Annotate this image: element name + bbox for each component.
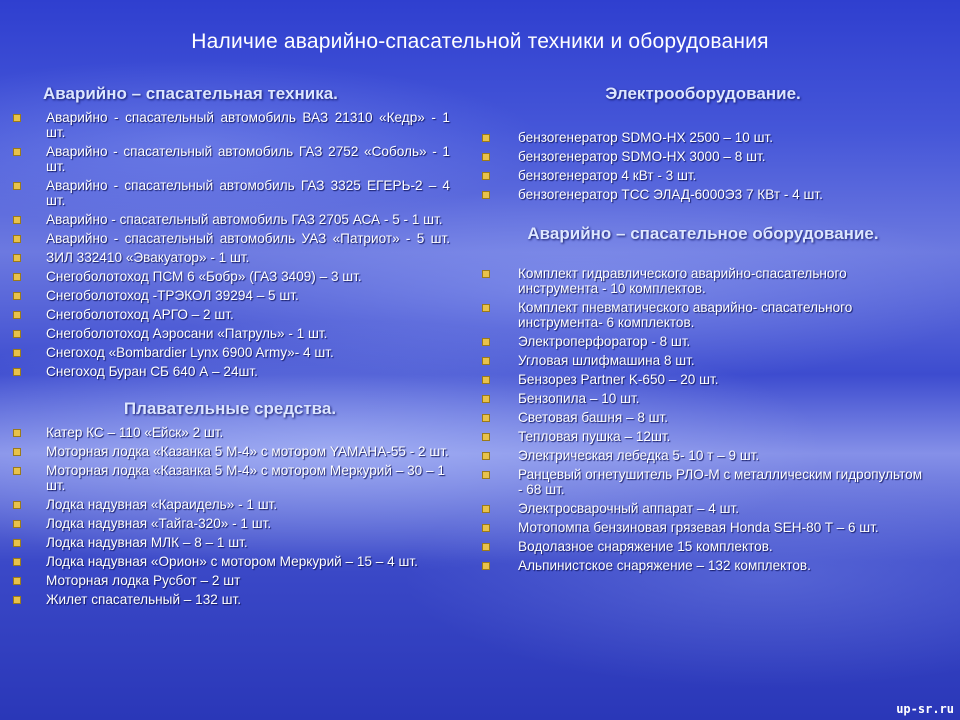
bullet-icon bbox=[482, 452, 490, 460]
list-item: Аварийно - спасательный автомобиль ГАЗ 2752 «Соболь» - 1 шт. bbox=[10, 144, 450, 174]
equipment-heading: Аварийно – спасательное оборудование. bbox=[527, 224, 879, 243]
bullet-icon bbox=[13, 539, 21, 547]
bullet-icon bbox=[13, 114, 21, 122]
list-item: Бензопила – 10 шт. bbox=[478, 391, 928, 406]
bullet-icon bbox=[482, 270, 490, 278]
list-item: Снегоболотоход Аэросани «Патруль» - 1 шт. bbox=[10, 326, 450, 341]
list-item: Лодка надувная «Караидель» - 1 шт. bbox=[10, 497, 450, 512]
list-item: Ранцевый огнетушитель РЛО-М с металлическим гидропультом - 68 шт. bbox=[478, 467, 928, 497]
list-item: Снегоход «Bombardier Lynx 6900 Army»- 4 шт. bbox=[10, 345, 450, 360]
bullet-icon bbox=[13, 235, 21, 243]
list-item: Тепловая пушка – 12шт. bbox=[478, 429, 928, 444]
bullet-icon bbox=[13, 330, 21, 338]
list-item: Электрическая лебедка 5- 10 т – 9 шт. bbox=[478, 448, 928, 463]
electrical-list bbox=[478, 130, 928, 202]
list-item: бензогенератор 4 кВт - 3 шт. bbox=[478, 168, 928, 183]
list-item: Электроперфоратор - 8 шт. bbox=[478, 334, 928, 349]
list-item: Альпинистское снаряжение – 132 комплектов. bbox=[478, 558, 928, 573]
list-item: Угловая шлифмашина 8 шт. bbox=[478, 353, 928, 368]
bullet-icon bbox=[13, 467, 21, 475]
bullet-icon bbox=[13, 254, 21, 262]
bullet-icon bbox=[13, 448, 21, 456]
list-item: бензогенератор SDMO-HX 2500 – 10 шт. bbox=[478, 130, 928, 145]
bullet-icon bbox=[482, 191, 490, 199]
boats-heading: Плавательные средства. bbox=[123, 399, 337, 418]
bullet-icon bbox=[482, 357, 490, 365]
bullet-icon bbox=[482, 395, 490, 403]
list-item: Комплект пневматического аварийно- спасательного инструмента- 6 комплектов. bbox=[478, 300, 928, 330]
bullet-icon bbox=[482, 471, 490, 479]
list-item: Комплект гидравлического аварийно-спасательного инструмента - 10 комплектов. bbox=[478, 266, 928, 296]
right-column bbox=[478, 84, 928, 577]
list-item: Жилет спасательный – 132 шт. bbox=[10, 592, 450, 607]
list-item: Аварийно - спасательный автомобиль ВАЗ 21310 «Кедр» - 1 шт. bbox=[10, 110, 450, 140]
bullet-icon bbox=[13, 520, 21, 528]
list-item: Снегоболотоход ПСМ 6 «Бобр» (ГАЗ 3409) – 3 шт. bbox=[10, 269, 450, 284]
list-item: Аварийно - спасательный автомобиль ГАЗ 3325 ЕГЕРЬ-2 – 4 шт. bbox=[10, 178, 450, 208]
list-item: Снегоболотоход АРГО – 2 шт. bbox=[10, 307, 450, 322]
list-item: Моторная лодка «Казанка 5 М-4» с мотором Меркурий – 30 – 1 шт. bbox=[10, 463, 450, 493]
bullet-icon bbox=[13, 182, 21, 190]
list-item: ЗИЛ 332410 «Эвакуатор» - 1 шт. bbox=[10, 250, 450, 265]
list-item: бензогенератор SDMO-HX 3000 – 8 шт. bbox=[478, 149, 928, 164]
list-item: Моторная лодка Русбот – 2 шт bbox=[10, 573, 450, 588]
vehicles-heading: Аварийно – спасательная техника. bbox=[43, 84, 338, 103]
bullet-icon bbox=[482, 153, 490, 161]
site-watermark: up-sr.ru bbox=[896, 702, 954, 716]
bullet-icon bbox=[482, 562, 490, 570]
bullet-icon bbox=[13, 311, 21, 319]
list-item: Снегоход Буран СБ 640 А – 24шт. bbox=[10, 364, 450, 379]
bullet-icon bbox=[482, 134, 490, 142]
bullet-icon bbox=[482, 172, 490, 180]
bullet-icon bbox=[13, 292, 21, 300]
equipment-list bbox=[478, 266, 928, 573]
vehicles-list bbox=[10, 110, 450, 379]
list-item: Бензорез Partner K-650 – 20 шт. bbox=[478, 372, 928, 387]
bullet-icon bbox=[13, 349, 21, 357]
bullet-icon bbox=[482, 524, 490, 532]
list-item: Водолазное снаряжение 15 комплектов. bbox=[478, 539, 928, 554]
bullet-icon bbox=[482, 433, 490, 441]
list-item: Электросварочный аппарат – 4 шт. bbox=[478, 501, 928, 516]
list-item: Лодка надувная МЛК – 8 – 1 шт. bbox=[10, 535, 450, 550]
bullet-icon bbox=[13, 148, 21, 156]
bullet-icon bbox=[482, 304, 490, 312]
list-item: Лодка надувная «Орион» с мотором Меркурий – 15 – 4 шт. bbox=[10, 554, 450, 569]
bullet-icon bbox=[13, 368, 21, 376]
list-item: Моторная лодка «Казанка 5 М-4» с мотором YAMAHA-55 - 2 шт. bbox=[10, 444, 450, 459]
bullet-icon bbox=[482, 338, 490, 346]
bullet-icon bbox=[482, 414, 490, 422]
electrical-heading: Электрооборудование. bbox=[605, 84, 801, 103]
list-item: Катер КС – 110 «Ейск» 2 шт. bbox=[10, 425, 450, 440]
list-item: Снегоболотоход -ТРЭКОЛ 39294 – 5 шт. bbox=[10, 288, 450, 303]
bullet-icon bbox=[13, 501, 21, 509]
list-item: Аварийно - спасательный автомобиль УАЗ «Патриот» - 5 шт. bbox=[10, 231, 450, 246]
list-item: Аварийно - спасательный автомобиль ГАЗ 2705 АСА - 5 - 1 шт. bbox=[10, 212, 450, 227]
bullet-icon bbox=[13, 429, 21, 437]
bullet-icon bbox=[13, 596, 21, 604]
list-item: бензогенератор ТСС ЭЛАД-6000Э3 7 КВт - 4 шт. bbox=[478, 187, 928, 202]
bullet-icon bbox=[13, 577, 21, 585]
boats-list bbox=[10, 425, 450, 607]
bullet-icon bbox=[482, 376, 490, 384]
list-item: Мотопомпа бензиновая грязевая Honda SEH-80 T – 6 шт. bbox=[478, 520, 928, 535]
bullet-icon bbox=[13, 216, 21, 224]
bullet-icon bbox=[482, 505, 490, 513]
list-item: Световая башня – 8 шт. bbox=[478, 410, 928, 425]
left-column bbox=[10, 84, 450, 611]
bullet-icon bbox=[482, 543, 490, 551]
bullet-icon bbox=[13, 273, 21, 281]
slide-title: Наличие аварийно-спасательной техники и оборудования bbox=[191, 30, 769, 53]
list-item: Лодка надувная «Тайга-320» - 1 шт. bbox=[10, 516, 450, 531]
bullet-icon bbox=[13, 558, 21, 566]
